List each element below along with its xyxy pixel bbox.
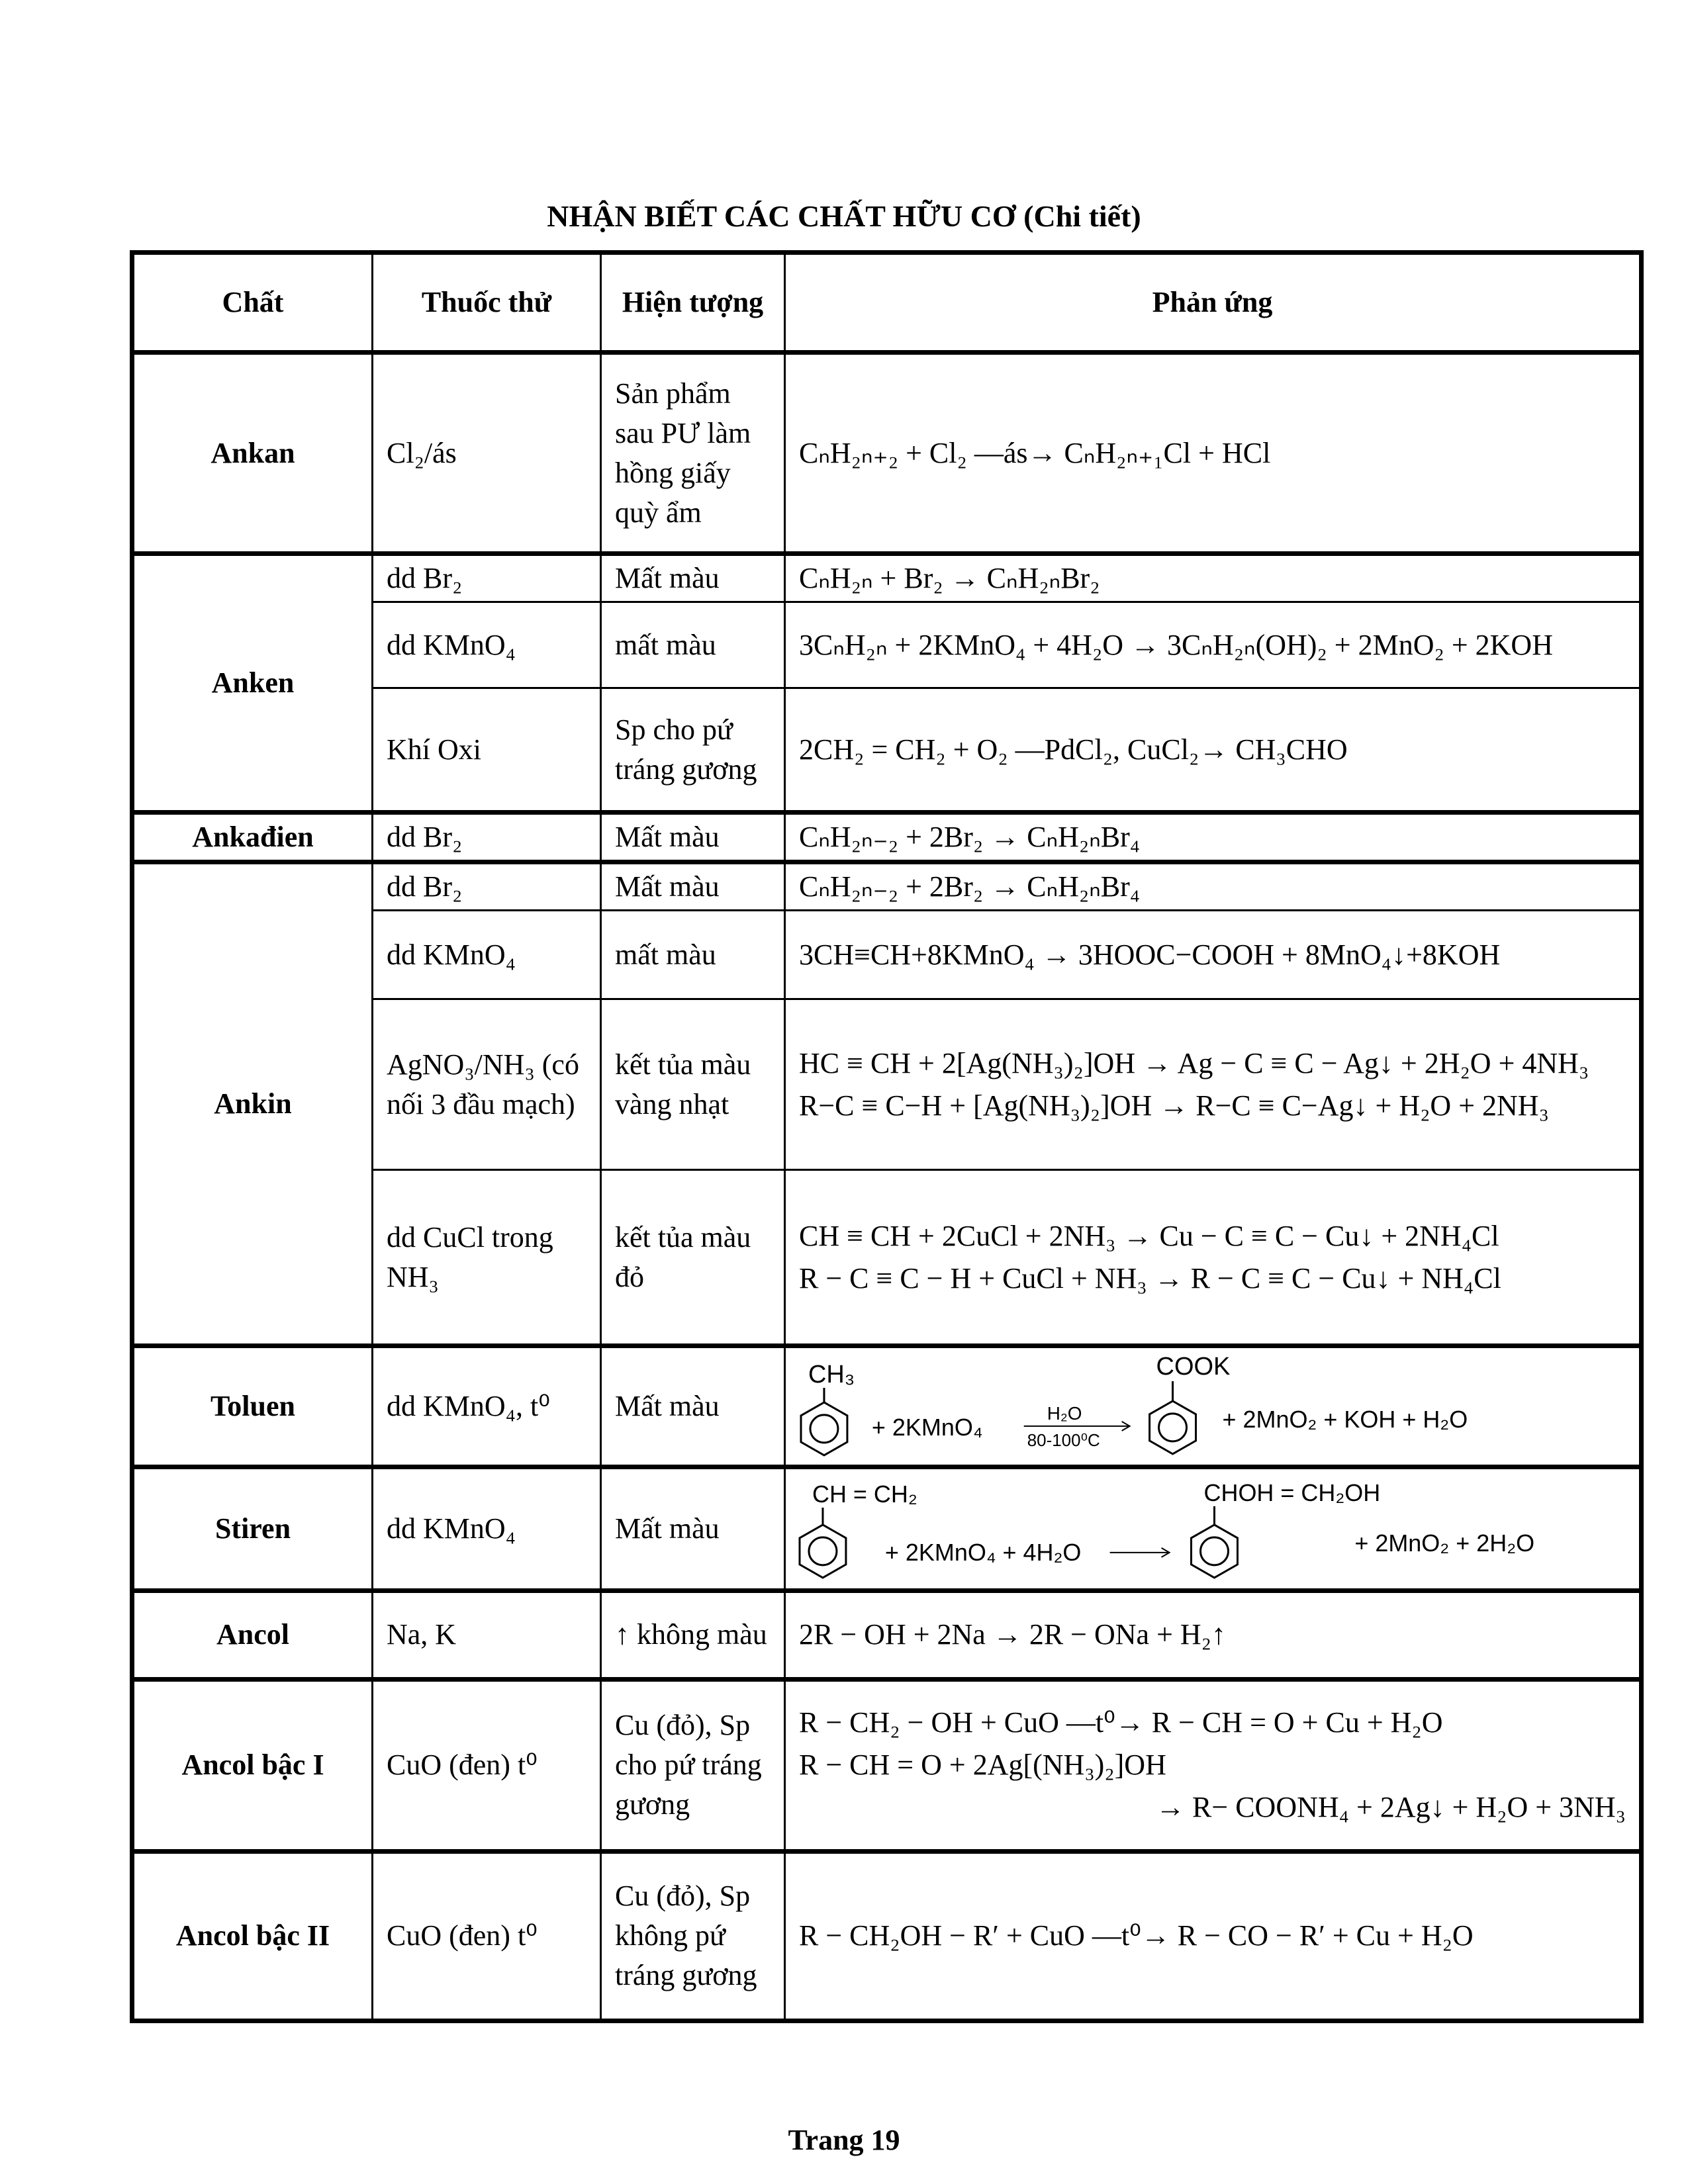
reagent: AgNO₃/NH₃ (có nối 3 đầu mạch) (373, 999, 601, 1170)
benzene-ring-icon (1201, 1537, 1229, 1565)
table-row (132, 813, 1642, 862)
substance-name: Ancol bậc II (132, 1851, 373, 2021)
benzene-ring-icon (809, 1537, 837, 1565)
reaction: CₙH₂ₙ + Br₂ → CₙH₂ₙBr₂ (785, 554, 1642, 602)
condition-label: H₂O (1047, 1402, 1082, 1424)
substance-name: Toluen (132, 1346, 373, 1467)
substituent-label: CH = CH₂ (812, 1480, 917, 1508)
phenomenon: Sản phẩm sau PƯ làm hồng giấy quỳ ẩm (601, 353, 785, 554)
phenomenon: Mất màu (601, 813, 785, 862)
substituent-label: CHOH = CH₂OH (1203, 1479, 1381, 1506)
benzene-ring-icon (1192, 1525, 1238, 1578)
reaction (785, 1679, 1642, 1851)
table-row (132, 554, 1642, 602)
toluene-oxidation-diagram (786, 1348, 1639, 1465)
product-term: + 2MnO₂ + KOH + H₂O (1222, 1405, 1468, 1433)
reaction-line: R−C ≡ C−H + [Ag(NH₃)₂]OH → R−C ≡ C−Ag↓ + H₂O + 2NH₃ (799, 1089, 1549, 1122)
table-row (132, 1467, 1642, 1590)
reagent: Khí Oxi (373, 688, 601, 813)
table-row (132, 353, 1642, 554)
phenomenon: kết tủa màu vàng nhạt (601, 999, 785, 1170)
reaction: 2CH₂ = CH₂ + O₂ —PdCl₂, CuCl₂→ CH₃CHO (785, 688, 1642, 813)
identification-table (130, 250, 1644, 2023)
reagent: dd Br₂ (373, 554, 601, 602)
reagent: CuO (đen) t⁰ (373, 1679, 601, 1851)
reaction: 3CₙH₂ₙ + 2KMnO₄ + 4H₂O → 3CₙH₂ₙ(OH)₂ + 2MnO₂ + 2KOH (785, 602, 1642, 688)
substance-name: Ancol (132, 1590, 373, 1679)
table-row (132, 1679, 1642, 1851)
reaction-line: CH ≡ CH + 2CuCl + 2NH₃ → Cu − C ≡ C − Cu↓ + 2NH₄Cl (799, 1219, 1499, 1252)
benzene-ring-icon (1150, 1401, 1196, 1454)
phenomenon: mất màu (601, 911, 785, 999)
reaction-line: R − CH = O + 2Ag[(NH₃)₂]OH (799, 1749, 1166, 1782)
table-row (132, 862, 1642, 911)
reaction (785, 1467, 1642, 1590)
reaction (785, 1346, 1642, 1467)
reaction-line: → R− COONH₄ + 2Ag↓ + H₂O + 3NH₃ (1156, 1791, 1626, 1824)
header-thuoc-thu: Thuốc thử (373, 253, 601, 353)
phenomenon: Mất màu (601, 1346, 785, 1467)
reaction: 3CH≡CH+8KMnO₄ → 3HOOC−COOH + 8MnO₄↓+8KOH (785, 911, 1642, 999)
header-chat: Chất (132, 253, 373, 353)
reagent: Na, K (373, 1590, 601, 1679)
reaction-line: R − CH₂ − OH + CuO —t⁰→ R − CH = O + Cu + H₂O (799, 1706, 1443, 1739)
substance-name: Ankađien (132, 813, 373, 862)
condition-label: 80-100⁰C (1027, 1430, 1100, 1450)
reagent: Cl₂/ás (373, 353, 601, 554)
reagent: dd KMnO₄ (373, 911, 601, 999)
table-row (132, 1590, 1642, 1679)
reagent: dd KMnO₄, t⁰ (373, 1346, 601, 1467)
phenomenon: Cu (đỏ), Sp cho pứ tráng gương (601, 1679, 785, 1851)
table-row (132, 1346, 1642, 1467)
reagent: dd Br₂ (373, 813, 601, 862)
benzene-ring-icon (810, 1415, 838, 1443)
substance-name: Stiren (132, 1467, 373, 1590)
phenomenon: mất màu (601, 602, 785, 688)
substance-name: Ankin (132, 862, 373, 1346)
phenomenon: Mất màu (601, 1467, 785, 1590)
styrene-oxidation-diagram (786, 1469, 1639, 1588)
reagent: CuO (đen) t⁰ (373, 1851, 601, 2021)
header-hien-tuong: Hiện tượng (601, 253, 785, 353)
page-number: Trang 19 (788, 2124, 900, 2156)
reaction (785, 1170, 1642, 1346)
substance-name: Anken (132, 554, 373, 813)
reaction: CₙH₂ₙ₋₂ + 2Br₂ → CₙH₂ₙBr₄ (785, 862, 1642, 911)
reaction-line: HC ≡ CH + 2[Ag(NH₃)₂]OH → Ag − C ≡ C − Ag↓ + 2H₂O + 4NH₃ (799, 1046, 1589, 1079)
reagent-term: + 2KMnO₄ + 4H₂O (884, 1538, 1082, 1566)
reaction: CₙH₂ₙ₊₂ + Cl₂ —ás→ CₙH₂ₙ₊₁Cl + HCl (785, 353, 1642, 554)
phenomenon: kết tủa màu đỏ (601, 1170, 785, 1346)
header-row (132, 253, 1642, 353)
reagent: dd Br₂ (373, 862, 601, 911)
table-row (132, 1851, 1642, 2021)
reaction: 2R − OH + 2Na → 2R − ONa + H₂↑ (785, 1590, 1642, 1679)
page-title: NHẬN BIẾT CÁC CHẤT HỮU CƠ (Chi tiết) (547, 199, 1141, 233)
substance-name: Ankan (132, 353, 373, 554)
reaction (785, 999, 1642, 1170)
benzene-ring-icon (1159, 1414, 1187, 1441)
header-phan-ung: Phản ứng (785, 253, 1642, 353)
reagent: dd KMnO₄ (373, 1467, 601, 1590)
reagent-term: + 2KMnO₄ (871, 1413, 983, 1441)
substituent-label: CH₃ (808, 1360, 855, 1388)
reagent: dd CuCl trong NH₃ (373, 1170, 601, 1346)
substituent-label: COOK (1156, 1352, 1231, 1381)
phenomenon: Cu (đỏ), Sp không pứ tráng gương (601, 1851, 785, 2021)
reaction: CₙH₂ₙ₋₂ + 2Br₂ → CₙH₂ₙBr₄ (785, 813, 1642, 862)
substance-name: Ancol bậc I (132, 1679, 373, 1851)
reaction-line: R − C ≡ C − H + CuCl + NH₃ → R − C ≡ C − Cu↓ + NH₄Cl (799, 1261, 1501, 1295)
phenomenon: Mất màu (601, 862, 785, 911)
benzene-ring-icon (800, 1525, 846, 1578)
phenomenon: Sp cho pứ tráng gương (601, 688, 785, 813)
reaction: R − CH₂OH − R′ + CuO —t⁰→ R − CO − R′ + Cu + H₂O (785, 1851, 1642, 2021)
benzene-ring-icon (801, 1402, 847, 1455)
phenomenon: ↑ không màu (601, 1590, 785, 1679)
product-term: + 2MnO₂ + 2H₂O (1354, 1529, 1535, 1557)
phenomenon: Mất màu (601, 554, 785, 602)
reagent: dd KMnO₄ (373, 602, 601, 688)
